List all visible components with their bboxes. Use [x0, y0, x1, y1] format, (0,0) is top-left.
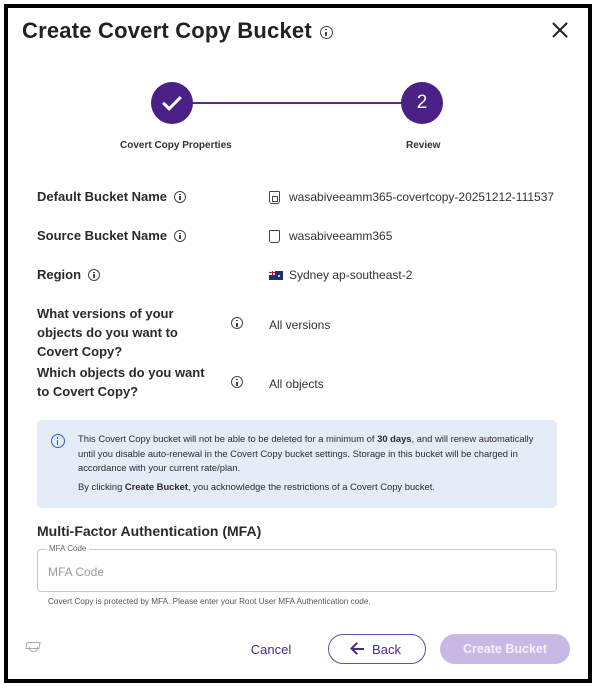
step-1-completed [151, 82, 193, 124]
region-text-value: Sydney ap-southeast-2 [289, 268, 413, 282]
graduation-cap-icon[interactable] [26, 642, 40, 652]
notice-text [78, 432, 548, 476]
step-2-label: Review [406, 140, 441, 151]
bucket-icon [269, 230, 280, 243]
create-covert-copy-dialog [8, 8, 588, 679]
objects-label: Which objects do you want to Covert Copy? [37, 365, 205, 399]
region-label [37, 265, 100, 284]
default-bucket-name-text-value: wasabiveeamm365-covertcopy-20251212-111537 [289, 190, 555, 204]
region-value [269, 268, 412, 282]
locked-bucket-icon [269, 191, 280, 204]
source-bucket-name-text-value: wasabiveeamm365 [289, 229, 393, 243]
objects-value [269, 377, 324, 391]
retention-notice [37, 420, 557, 508]
source-bucket-name-info-icon[interactable] [174, 230, 186, 242]
info-circle-icon [51, 434, 65, 448]
notice-min-days: 30 days [377, 433, 412, 444]
dialog-title: Create Covert Copy Bucket [22, 18, 312, 43]
step-2-active [401, 82, 443, 124]
ack-text-b: , you acknowledge the restrictions of a Covert Copy bucket. [187, 481, 435, 492]
versions-info-icon[interactable] [231, 317, 243, 329]
check-icon [162, 91, 182, 111]
stepper-connector [190, 102, 402, 104]
ack-button-name: Create Bucket [124, 481, 188, 492]
source-bucket-name-text: Source Bucket Name [37, 228, 168, 243]
dialog-header [22, 18, 333, 44]
title-info-icon[interactable] [320, 26, 333, 39]
region-text: Region [37, 267, 82, 282]
source-bucket-name-label [37, 226, 186, 245]
mfa-helper-text: Covert Copy is protected by MFA. Please enter your Root User MFA Authentication code. [48, 597, 371, 606]
versions-value [269, 318, 330, 332]
mfa-code-field [37, 544, 557, 592]
mfa-code-floating-label: MFA Code [46, 544, 89, 553]
region-info-icon[interactable] [88, 269, 100, 281]
step-2-number: 2 [416, 92, 428, 113]
back-button[interactable] [328, 634, 426, 664]
notice-acknowledgement [78, 480, 548, 495]
cancel-button[interactable]: Cancel [250, 641, 292, 657]
mfa-section-title: Multi-Factor Authentication (MFA) [37, 523, 262, 539]
ack-text-a: By clicking [78, 481, 125, 492]
notice-text-a: This Covert Copy bucket will not be able to be deleted for a minimum of [78, 433, 378, 444]
arrow-left-icon [353, 648, 364, 650]
mfa-code-input[interactable] [48, 562, 543, 582]
default-bucket-name-label [37, 187, 186, 206]
source-bucket-name-value [269, 229, 392, 243]
default-bucket-name-text: Default Bucket Name [37, 189, 168, 204]
close-icon[interactable] [552, 22, 568, 38]
default-bucket-name-value [269, 190, 554, 204]
versions-label: What versions of your objects do you want to Covert Copy? [37, 306, 178, 359]
objects-text-value: All objects [269, 377, 324, 391]
objects-info-icon[interactable] [231, 376, 243, 388]
versions-text-value: All versions [269, 318, 331, 332]
back-button-label: Back [372, 641, 401, 657]
australia-flag-icon [269, 271, 283, 280]
step-1-label: Covert Copy Properties [120, 140, 232, 151]
screenshot-frame [4, 4, 592, 683]
create-bucket-button[interactable]: Create Bucket [440, 634, 570, 664]
notice-text-b: , and will renew automatically until you disable auto-renewal in the Covert Copy bucket settings. Storage in this bucket will be charged in accordance with your current rate/plan. [78, 433, 534, 473]
default-bucket-name-info-icon[interactable] [174, 191, 186, 203]
